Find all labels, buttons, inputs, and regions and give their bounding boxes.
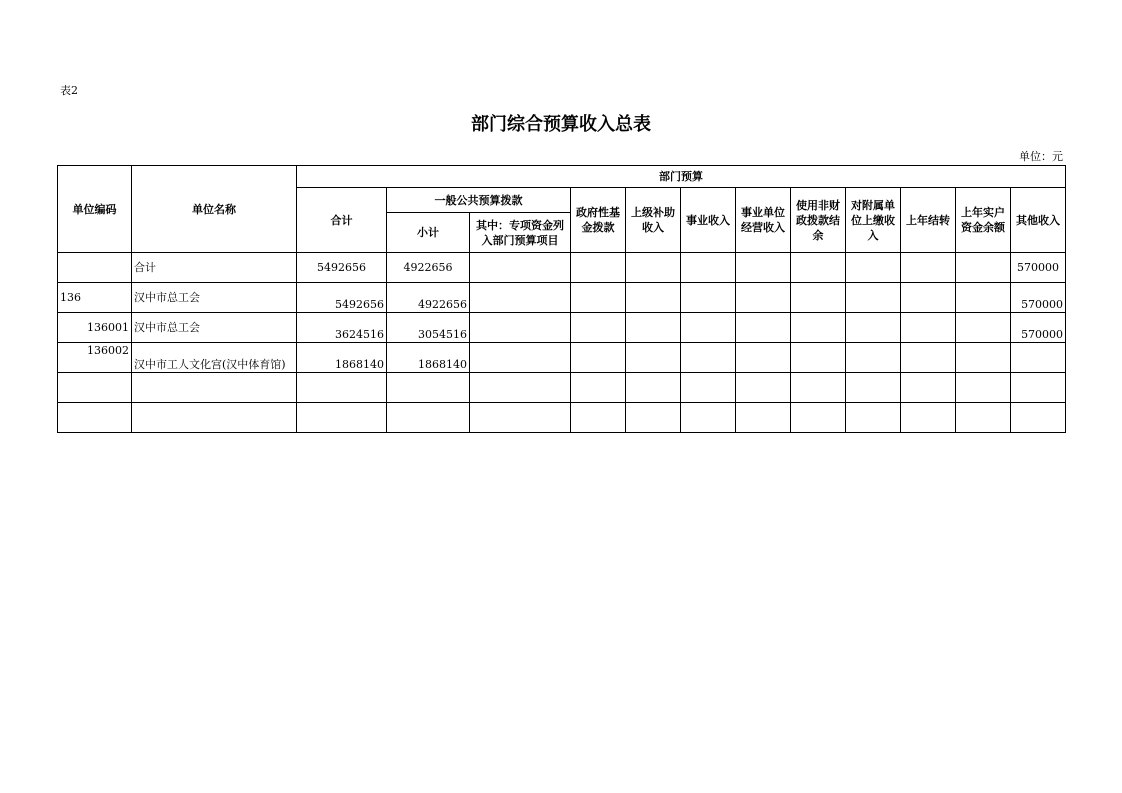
cell-empty [736,253,791,283]
header-superior-subsidy: 上级补助收入 [626,188,681,253]
cell-empty [58,403,132,433]
cell-empty [571,253,626,283]
cell-empty [791,283,846,313]
cell-empty [956,403,1011,433]
cell-empty [387,373,470,403]
cell-empty [681,343,736,373]
cell-empty [58,373,132,403]
table-number: 表2 [60,84,78,97]
table-row [58,253,1066,283]
header-last-year-carry: 上年结转 [901,188,956,253]
cell-empty [791,403,846,433]
cell-other-income [1011,343,1066,373]
cell-empty [846,343,901,373]
cell-total: 5492656 [297,283,387,313]
budget-income-table [57,165,1066,433]
table-row-empty [58,373,1066,403]
header-name: 单位名称 [132,166,297,253]
cell-special-funds [470,343,571,373]
cell-empty [956,283,1011,313]
cell-empty [791,313,846,343]
cell-empty [736,373,791,403]
cell-subtotal: 4922656 [387,283,470,313]
cell-empty [571,403,626,433]
cell-empty [387,403,470,433]
header-general-public: 一般公共预算拨款 [387,188,571,213]
cell-total: 1868140 [297,343,387,373]
cell-empty [956,343,1011,373]
cell-empty [846,253,901,283]
cell-code: 136 [58,283,132,313]
header-gov-fund: 政府性基金拨款 [571,188,626,253]
cell-empty [681,283,736,313]
cell-empty [681,403,736,433]
cell-empty [791,373,846,403]
cell-code [58,253,132,283]
cell-empty [571,283,626,313]
cell-empty [470,373,571,403]
cell-name: 汉中市总工会 [132,283,297,313]
cell-empty [901,373,956,403]
cell-empty [791,343,846,373]
cell-empty [736,283,791,313]
cell-empty [297,373,387,403]
cell-empty [681,253,736,283]
cell-special-funds [470,313,571,343]
table-row [58,313,1066,343]
cell-empty [901,403,956,433]
cell-other-income: 570000 [1011,253,1066,283]
cell-empty [681,373,736,403]
cell-empty [470,403,571,433]
cell-empty [846,283,901,313]
cell-empty [846,403,901,433]
cell-empty [1011,373,1066,403]
cell-empty [571,343,626,373]
cell-empty [626,313,681,343]
cell-empty [626,403,681,433]
cell-other-income: 570000 [1011,283,1066,313]
cell-empty [791,253,846,283]
header-subtotal: 小计 [387,213,470,253]
cell-empty [681,313,736,343]
cell-empty [571,373,626,403]
cell-empty [626,283,681,313]
cell-name: 汉中市工人文化宫(汉中体育馆) [132,343,297,373]
page-title: 部门综合预算收入总表 [471,114,651,135]
cell-total: 3624516 [297,313,387,343]
cell-subtotal: 4922656 [387,253,470,283]
header-business-income: 事业收入 [681,188,736,253]
cell-empty [626,343,681,373]
header-last-year-balance: 上年实户资金余额 [956,188,1011,253]
cell-empty [571,313,626,343]
cell-empty [846,373,901,403]
cell-name: 合计 [132,253,297,283]
cell-empty [901,253,956,283]
table-row [58,343,1066,373]
header-business-unit-income: 事业单位经营收入 [736,188,791,253]
table-row-empty [58,403,1066,433]
cell-empty [901,313,956,343]
header-other-income: 其他收入 [1011,188,1066,253]
cell-code: 136002 [58,343,132,373]
cell-special-funds [470,253,571,283]
header-dept-budget: 部门预算 [297,166,1066,188]
cell-empty [1011,403,1066,433]
header-total: 合计 [297,188,387,253]
cell-empty [846,313,901,343]
cell-empty [956,313,1011,343]
cell-code: 136001 [58,313,132,343]
header-special-funds: 其中：专项资金列入部门预算项目 [470,213,571,253]
cell-empty [626,253,681,283]
cell-empty [901,343,956,373]
cell-subtotal: 1868140 [387,343,470,373]
header-non-fiscal-balance: 使用非财政拨款结余 [791,188,846,253]
table-row [58,283,1066,313]
cell-empty [956,373,1011,403]
unit-label: 单位：元 [1019,150,1063,163]
header-affiliated-remit: 对附属单位上缴收入 [846,188,901,253]
cell-empty [297,403,387,433]
cell-total: 5492656 [297,253,387,283]
cell-empty [132,373,297,403]
cell-name: 汉中市总工会 [132,313,297,343]
cell-other-income: 570000 [1011,313,1066,343]
cell-empty [736,343,791,373]
header-code: 单位编码 [58,166,132,253]
cell-empty [736,403,791,433]
cell-special-funds [470,283,571,313]
cell-empty [626,373,681,403]
cell-empty [956,253,1011,283]
cell-empty [132,403,297,433]
cell-empty [901,283,956,313]
cell-subtotal: 3054516 [387,313,470,343]
cell-empty [736,313,791,343]
